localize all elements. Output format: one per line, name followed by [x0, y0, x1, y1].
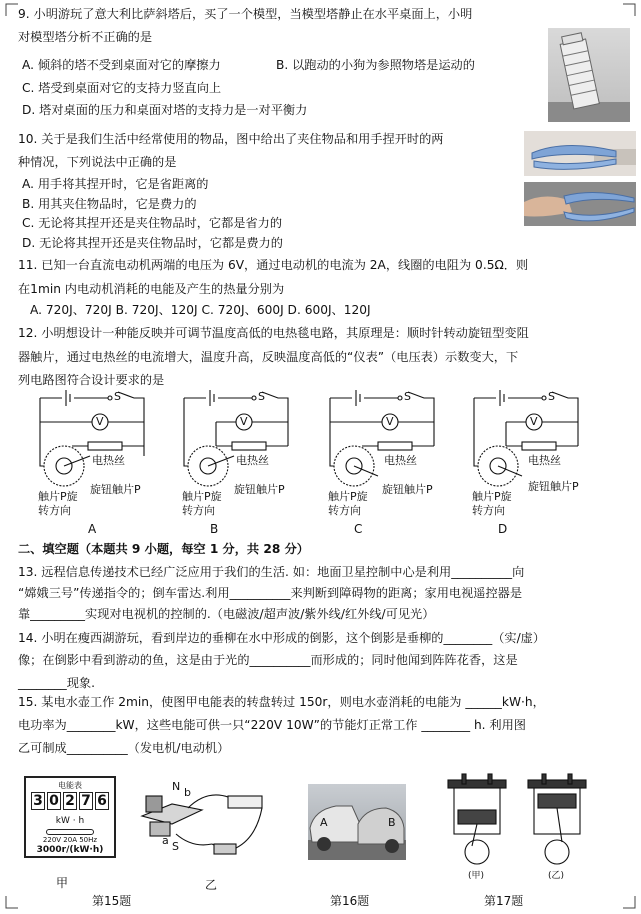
section2-heading: 二、填空题（本题共 9 小题，每空 1 分，共 28 分） — [18, 542, 309, 556]
q15-line3: 乙可制成__________（发电机/电动机） — [18, 741, 230, 755]
meter-label: 电能表 — [58, 781, 82, 790]
motor-diagram: N b a S — [132, 778, 280, 870]
q12-stem-line3: 列电路图符合设计要求的是 — [18, 373, 165, 387]
circuit-c: S V 电热丝 旋钮触片P 触片P旋 转方向 C — [328, 390, 433, 536]
q9-option-a: A. 倾斜的塔不受到桌面对它的摩擦力 — [22, 58, 221, 72]
crop-mark-bottom-right — [623, 896, 637, 910]
q14-line2: 像；在倒影中看到游动的鱼，这是由于光的__________而形成的；同时他闻到阵阵花香，这是 — [18, 653, 518, 667]
circuit-b: S V 电热丝 旋钮触片P 触片P旋 转方向 B — [176, 384, 301, 534]
leaning-tower-photo — [548, 28, 630, 122]
meter-digit: 6 — [95, 792, 109, 810]
q10-stem-line2: 种情况，下列说法中正确的是 — [18, 155, 177, 169]
electricity-meter — [24, 776, 116, 858]
q9-option-b: B. 以跑动的小狗为参照物塔是运动的 — [276, 58, 475, 72]
q12-stem-line2: 器触片，通过电热丝的电流增大，温度升高，反映温度高低的“仪表”（电压表）示数变大，下 — [18, 350, 519, 364]
hand-clip-icon — [524, 182, 636, 226]
q14-line3: ________现象. — [18, 676, 95, 690]
q13-line3: 靠_________实现对电视机的控制的.（电磁波/超声波/紫外线/红外线/可见光） — [18, 607, 435, 621]
meter-rating: 3000r/(kW·h) — [36, 845, 104, 855]
crop-mark-top-left — [4, 2, 18, 16]
clip-squeezing-photo — [524, 182, 636, 226]
crop-mark-top-right — [623, 2, 637, 16]
caption-fig17: 第17题 — [484, 894, 524, 908]
q9-stem-line2: 对模型塔分析不正确的是 — [18, 30, 153, 44]
q14-line1: 14. 小明在瘦西湖游玩，看到岸边的垂柳在水中形成的倒影，这个倒影是垂柳的________（实/虚） — [18, 631, 546, 645]
q12-stem-line1: 12. 小明想设计一种能反映并可调节温度高低的电热毯电路，其原理是：顺时针转动旋钮型变阻 — [18, 326, 529, 340]
circuit-d: S V 电热丝 旋钮触片P 触片P旋 转方向 D — [472, 390, 579, 536]
caption-fig15: 第15题 — [92, 894, 132, 908]
meter-digit: 3 — [31, 792, 45, 810]
q10-stem-line1: 10. 关于是我们生活中经常使用的物品，图中给出了夹住物品和用手捏开时的两 — [18, 132, 444, 146]
q9-option-d: D. 塔对桌面的压力和桌面对塔的支持力是一对平衡力 — [22, 103, 308, 117]
q10-option-b: B. 用其夹住物品时，它是费力的 — [22, 197, 197, 211]
meter-disc — [46, 829, 94, 835]
q15-line1: 15. 某电水壶工作 2min，使图甲电能表的转盘转过 150r，则电水壶消耗的电能为 ______kW·h， — [18, 695, 545, 709]
clip-holding-photo — [524, 131, 636, 176]
meter-digit: 7 — [79, 792, 93, 810]
circuit-d-label: D — [498, 522, 508, 536]
caption-yi: 乙 — [205, 878, 218, 892]
q13-line1: 13. 远程信息传递技术已经广泛应用于我们的生活. 如：地面卫星控制中心是利用__________向 — [18, 565, 525, 579]
engine-stroke-diagram: (甲) (乙) — [442, 772, 602, 884]
meter-digit: 2 — [63, 792, 77, 810]
q9-option-c: C. 塔受到桌面对它的支持力竖直向上 — [22, 81, 222, 95]
q13-line2: “嫦娥三号”传递指令的；倒车雷达.利用__________来判断到障碍物的距离；家用电视遥控器是 — [18, 586, 523, 600]
caption-jia: 甲 — [56, 876, 69, 890]
meter-digits — [31, 792, 109, 810]
q10-option-d: D. 无论将其捏开还是夹住物品时，它都是费力的 — [22, 236, 283, 250]
circuit-a: S V 电热丝 旋钮触片P 触片P旋 转方向 A — [32, 384, 157, 534]
meter-spec: 220V 20A 50Hz — [42, 836, 98, 844]
caption-fig16: 第16题 — [330, 894, 370, 908]
meter-unit: kW · h — [55, 816, 85, 826]
car-collision-photo: A B — [308, 784, 406, 860]
q11-stem-line2: 在1min 内电动机消耗的电能及产生的热量分别为 — [18, 282, 285, 296]
q15-line2: 电功率为________kW，这些电能可供一只“220V 10W”的节能灯正常工作 ________ h. 利用图 — [18, 718, 526, 732]
q11-stem-line1: 11. 已知一台直流电动机两端的电压为 6V，通过电动机的电流为 2A，线圈的电阻为 0.5Ω．则 — [18, 258, 529, 272]
q9-stem-line1: 9. 小明游玩了意大利比萨斜塔后，买了一个模型，当模型塔静止在水平桌面上，小明 — [18, 7, 473, 21]
q11-options: A. 720J、720J B. 720J、120J C. 720J、600J D. 600J、120J — [30, 303, 371, 317]
clip-icon — [524, 131, 636, 176]
circuit-c-label: C — [354, 522, 363, 536]
tower-icon — [548, 28, 630, 122]
circuit-b-label: B — [210, 522, 219, 536]
q10-option-a: A. 用手将其捏开时，它是省距离的 — [22, 177, 209, 191]
crop-mark-bottom-left — [4, 896, 18, 910]
circuit-a-label: A — [88, 522, 97, 536]
meter-digit: 0 — [47, 792, 61, 810]
q10-option-c: C. 无论将其捏开还是夹住物品时，它都是省力的 — [22, 216, 283, 230]
